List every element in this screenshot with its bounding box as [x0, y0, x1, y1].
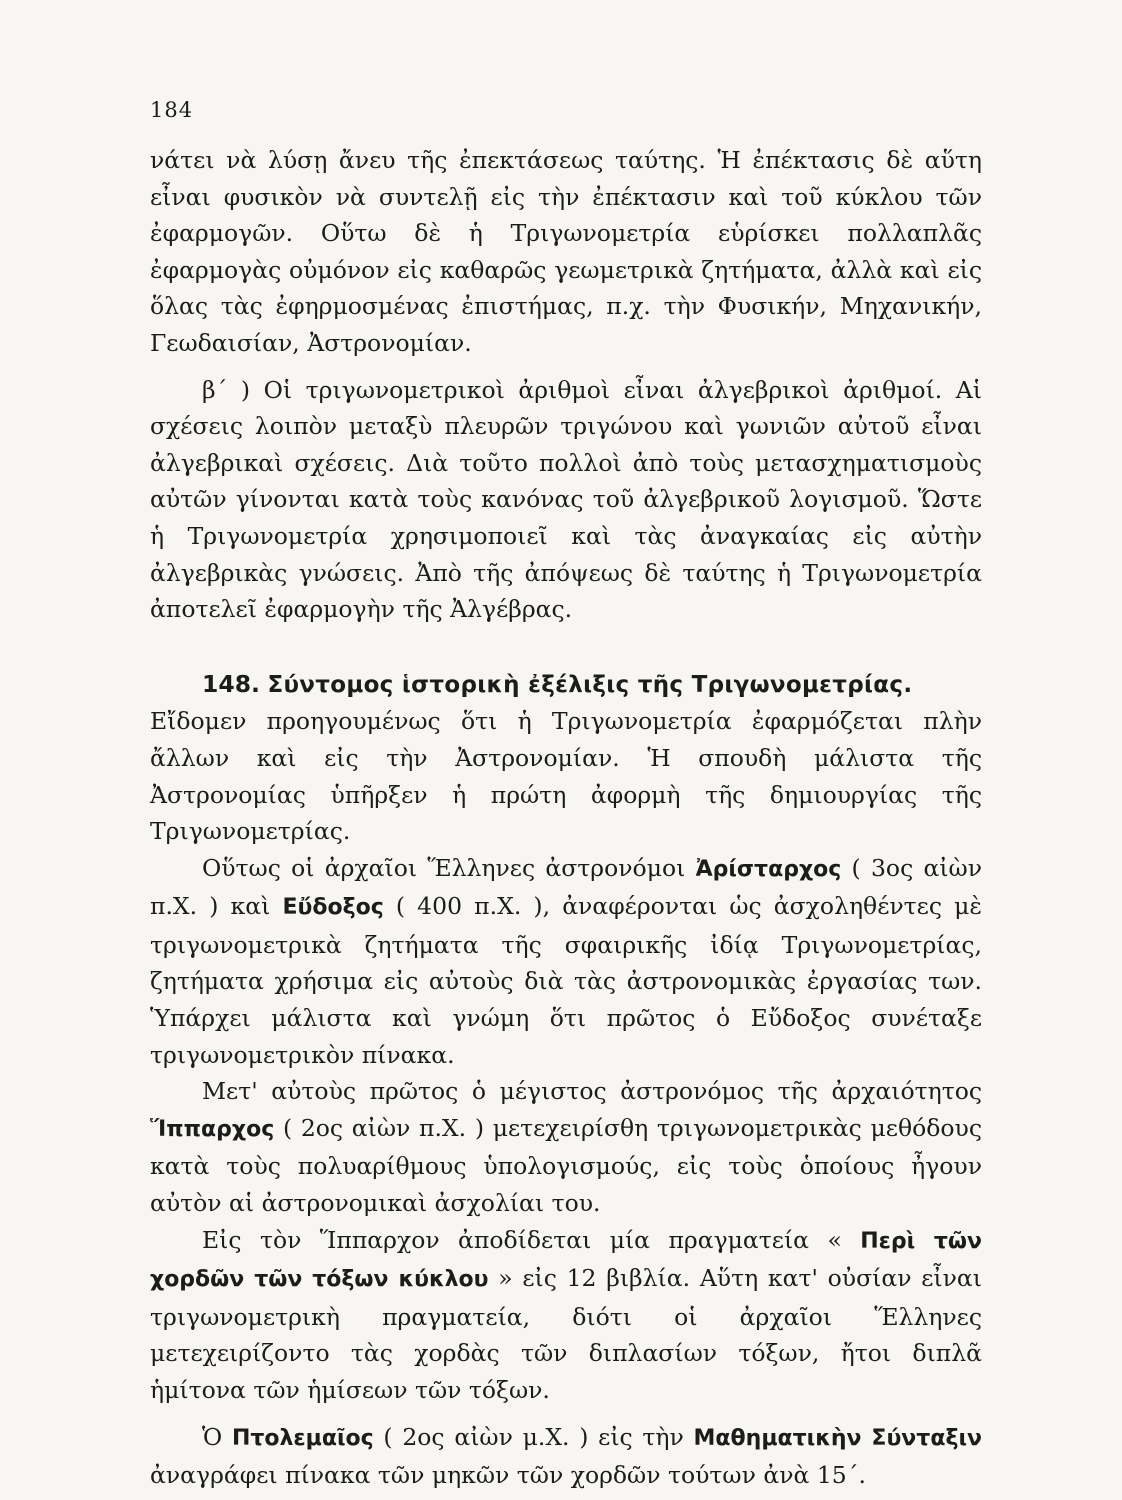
name-aristarchus: Ἀρίσταρχος [695, 856, 842, 882]
text-segment: Μετ' αὐτοὺς πρῶτος ὁ μέγιστος ἀστρονόμος τῆς ἀρχαιότητος [202, 1077, 982, 1106]
syntaxis-title: Μαθηματικὴν Σύνταξιν [693, 1425, 983, 1451]
text-segment: Εἰς τὸν Ἵππαρχον ἀποδίδεται μία πραγματεία « [202, 1225, 861, 1254]
text-segment: ( 400 π.Χ. ), ἀναφέρονται ὡς ἀσχοληθέντες μὲ τριγωνομετρικὰ ζητήματα τῆς σφαιρικῆς ἰδίᾳ Τριγωνομετρίας, ζητήματα χρήσιμα εἰς αὐτοὺς διὰ τὰς ἀστρονομικὰς ἐργασίας των. Ὑπάρχει μάλιστα καὶ γνώμη ὅτι πρῶτος ὁ Εὔδοξος συνέταξε τριγωνομετρικὸν πίνακα. [150, 892, 983, 1069]
text-segment: ἀναγράφει πίνακα τῶν μηκῶν τῶν χορδῶν τούτων ἀνὰ 15΄. [150, 1461, 866, 1490]
paragraph-intro: Εἴδομεν προηγουμένως ὅτι ἡ Τριγωνομετρία ἐφαρμόζεται πλὴν ἄλλων καὶ εἰς τὴν Ἀστρονομίαν. Ἡ σπουδὴ μάλιστα τῆς Ἀστρονομίας ὑπῆρξεν ἡ πρώτη ἀφορμὴ τῆς δημιουργίας τῆς Τριγωνομετρίας. [150, 707, 982, 846]
section-number: 148. [202, 669, 260, 698]
page-number: 184 [150, 98, 194, 122]
text-segment: Ὁ [202, 1422, 232, 1451]
treatise-title: Περὶ τῶν χορδῶν τῶν τόξων κύκλου [150, 1228, 982, 1293]
paragraph-hipparchus [150, 1073, 982, 1221]
paragraph-beta: β΄ ) Οἱ τριγωνομετρικοὶ ἀριθμοὶ εἶναι ἀλγεβρικοὶ ἀριθμοί. Αἱ σχέσεις λοιπὸν μεταξὺ πλευρῶν τριγώνου καὶ γωνιῶν αὐτοῦ εἶναι ἀλγεβρικαὶ σχέσεις. Διὰ τοῦτο πολλοὶ ἀπὸ τοὺς μετασχηματισμοὺς αὐτῶν γίνονται κατὰ τοὺς κανόνας τοῦ ἀλγεβρικοῦ λογισμοῦ. Ὥστε ἡ Τριγωνομετρία χρησιμοποιεῖ καὶ τὰς ἀναγκαίας εἰς αὐτὴν ἀλγεβρικὰς γνώσεις. Ἀπὸ τῆς ἀπόψεως δὲ ταύτης ἡ Τριγωνομετρία ἀποτελεῖ ἐφαρμογὴν τῆς Ἀλγέβρας. [150, 375, 982, 624]
body-text [150, 142, 982, 1494]
text-segment: Οὕτως οἱ ἀρχαῖοι Ἕλληνες ἀστρονόμοι [202, 853, 696, 882]
section-heading [150, 666, 982, 704]
paragraph-aristarchus [150, 850, 982, 1074]
section-title: Σύντομος ἱστορικὴ ἐξέλιξις τῆς Τριγωνομετρίας. [267, 671, 913, 698]
name-ptolemy: Πτολεμαῖος [231, 1425, 374, 1451]
paragraph-ptolemy [150, 1419, 982, 1494]
text-segment: ( 2ος αἰὼν π.Χ. ) μετεχειρίσθη τριγωνομετρικὰς μεθόδους κατὰ τοὺς πολυαρίθμους ὑπολογισμούς, εἰς τοὺς ὁποίους ἦγουν αὐτὸν αἱ ἀστρονομικαὶ ἀσχολίαι του. [150, 1113, 982, 1218]
paragraph-treatise [150, 1222, 982, 1409]
text-segment: » εἰς 12 βιβλία. Αὕτη κατ' οὐσίαν εἶναι τριγωνομετρικὴ πραγματεία, διότι οἱ ἀρχαῖοι Ἕλληνες μετεχειρίζοντο τὰς χορδὰς τῶν διπλασίων τόξων, ἤτοι διπλᾶ ἡμίτονα τῶν ἡμίσεων τῶν τόξων. [150, 1264, 982, 1404]
text-segment: ( 3ος αἰὼν π.Χ. ) καὶ [150, 853, 982, 921]
name-eudoxus: Εὔδοξος [282, 895, 384, 921]
name-hipparchus: Ἵππαρχος [150, 1116, 275, 1142]
paragraph-continuation: νάτει νὰ λύσῃ ἄνευ τῆς ἐπεκτάσεως ταύτης. Ἡ ἐπέκτασις δὲ αὕτη εἶναι φυσικὸν νὰ συντελῇ εἰς τὴν ἐπέκτασιν καὶ τοῦ κύκλου τῶν ἐφαρμογῶν. Οὕτω δὲ ἡ Τριγωνομετρία εὑρίσκει πολλαπλᾶς ἐφαρμογὰς οὐμόνον εἰς καθαρῶς γεωμετρικὰ ζητήματα, ἀλλὰ καὶ εἰς ὅλας τὰς ἐφηρμοσμένας ἐπιστήμας, π.χ. τὴν Φυσικήν, Μηχανικήν, Γεωδαισίαν, Ἀστρονομίαν. [150, 146, 982, 357]
text-segment: ( 2ος αἰὼν μ.Χ. ) εἰς τὴν [373, 1422, 694, 1451]
